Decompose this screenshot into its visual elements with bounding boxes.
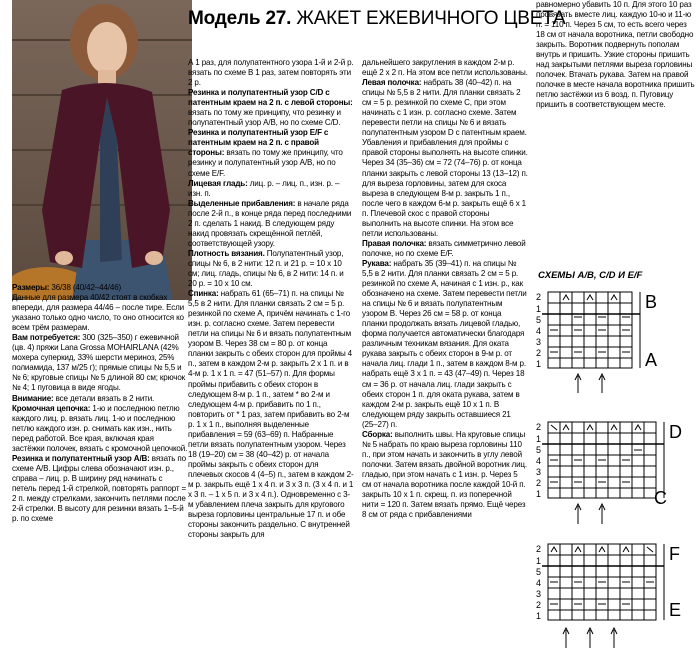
cd-paragraph	[188, 88, 354, 128]
materials-paragraph	[12, 333, 188, 393]
left-front-text: набрать 38 (40–42) п. на спицы № 5,5 в 2 нити. Для планки связать 2 см = 5 р. резинкой по схеме С, при этом начинать с 1 изн. р. согласно схеме. Затем перевести петли на спицы № 6 и вязать полупатентным узором D с патентным краем. Убавления и прибавления для проймы с правой стороны выполнять на высоте спинки. Через 34 (35–36) см = 72 (74–76) р. от конца планки закрыть с левой стороны 13 (13–12) п. для выреза горловины, затем для скоса выреза в следующем 8-м р. закрыть 1 п., после чего в каждом 6-м р. закрыть ещё 6 х 1 п. Плечевой скос с правой стороны выполнить на высоте спинки. На этом все петли использованы.	[362, 78, 528, 238]
assembly-continued: равномерно убавить 10 п. Для этого 10 раз провязать вместе лиц. каждую 10-ю и 11-ю п. = 110 п. Через 5 см, то есть всего через 18 см от начала воротника, петли свободно закрыть. Воротник подвернуть пополам внутрь и пришить. Узкие стороны пришить над закрытыми петлями выреза горловины полочек. Втачать рукава. Затем на правой полочке в месте начала воротника пришить петлю застёжки из 6 возд. п. Пуговицу пришить в соответствующем месте.	[536, 0, 695, 110]
ef-text: вязать по тому же принципу, что резинку и полупатентный узор А/В, но по схеме E/F.	[188, 148, 343, 178]
chart-ef-row-1: 1	[536, 556, 542, 566]
chart-ab-row-3: 3	[536, 337, 542, 347]
chart-ef-row-5: 5	[536, 567, 542, 577]
chart-cd-label-d: D	[669, 422, 682, 442]
chart-ab-row-1b: 1	[536, 359, 542, 369]
back-text: набрать 61 (65–71) п. на спицы № 5,5 в 2 нити. Для планки связать 2 см = 5 р. резинкой по схеме А, причём начинать с 1-го изн. р. согласно схеме. Затем перевести петли на спицы № 6 и вязать полупатентным узором В. Через 38 см = 80 р. от конца планки закрыть с обеих сторон для проймы 4 п., затем в каждом 2-м р. закрыть 2 х 1 п. и в 4-м р. 1 х 1 п. = 47 (51–57) п. Для формы проймы прибавить с обеих сторон в следующем 8-м р. 1 п., затем * во 2-м и следующем 4-м р. прибавить по 1 п., повторить от * 1 раз, затем прибавить во 2-м р. 1 х 1 п., выполняя выделенные прибавления = 59 (63–69) п. Набранные петли вязать полупатентным узором. Через 18 (19–20) см = 38 (40–42) р. от начала проймы закрыть с обеих сторон для плечевых скосов 4 (4–5) п., затем в каждом 2-м р. закрыть ещё 1 х 4 п. и 3 х 3 п. (3 х 4 п. и 1 х 3 п. – 1 х 5 п. и 3 х 4 п.). Одновременно с 3-м убавлением плеча закрыть для кругового выреза горловины центральные 17 п. и обе стороны закончить раздельно. С внутренней стороны закрыть для	[188, 289, 354, 540]
stockinette-paragraph	[188, 179, 354, 199]
chart-ab-row-5: 5	[536, 315, 542, 325]
rib-label: Резинка и полупатентный узор А/В:	[12, 453, 150, 463]
stockinette-label: Лицевая гладь:	[188, 178, 248, 188]
materials-label: Вам потребуется:	[12, 333, 81, 343]
right-front-paragraph	[362, 239, 528, 259]
chart-ef-row-2: 2	[536, 544, 542, 554]
edge-paragraph	[12, 404, 188, 454]
materials-text: 300 (325–350) г ежевичной (цв. 4) пряжи Lana Grossa MOHAIRLANA (42% мохера суперкид, 33% шерсти мериноз, 25% полиамида, 137 м/25 г); прямые спицы № 5,5 и № 6; круговые спицы № 5 длиной 80 см; крючок № 4; 1 пуговица в виде ягоды.	[12, 333, 186, 393]
sleeves-label: Рукава:	[362, 258, 392, 268]
chart-ab-label-b: B	[645, 292, 658, 312]
chart-ab	[530, 288, 700, 400]
sizes-note: Данные для размера 40/42 стоят в скобках впереди, для размера 44/46 – после тире. Если указано только одно число, то оно относится ко всем трём размерам.	[12, 293, 184, 333]
model-photo	[12, 0, 192, 300]
chart-ef-row-4: 4	[536, 578, 542, 588]
cd-text: вязать по тому же принципу, что резинку и полупатентный узор А/В, но по схеме C/D.	[188, 108, 341, 128]
chart-cd-row-2b: 2	[536, 478, 542, 488]
sizes-text: 36/38 (40/42–44/46)	[49, 283, 122, 292]
sleeves-paragraph	[362, 259, 528, 430]
chart-cd-label-c: C	[654, 488, 667, 508]
left-front-paragraph	[362, 78, 528, 239]
sizes-label: Размеры:	[12, 283, 50, 292]
chart-ab-label-a: A	[645, 350, 658, 370]
text-column-1	[12, 283, 188, 524]
right-front-label: Правая полочка:	[362, 238, 427, 248]
edge-text: 1-ю и последнюю петлю каждого лиц. р. вязать лиц. 1-ю и последнюю петлю каждого изн. р. снимать как изн., нить перед работой. Все края, включая края застёжки полочек, вязать с кромочной цепочкой.	[12, 403, 188, 453]
chart-cd-row-3: 3	[536, 467, 542, 477]
ef-paragraph	[188, 128, 354, 178]
back-paragraph	[188, 289, 354, 540]
gauge-paragraph	[188, 249, 354, 289]
chart-ef-row-3: 3	[536, 589, 542, 599]
rib-paragraph	[12, 454, 188, 524]
chart-ef-row-2b: 2	[536, 600, 542, 610]
model-number: Модель 27.	[188, 8, 292, 29]
chart-ef-label-f: F	[669, 544, 680, 564]
left-front-label: Левая полочка:	[362, 78, 422, 88]
text-column-2	[188, 58, 354, 540]
chart-ef-label-e: E	[669, 600, 682, 620]
sizes-paragraph	[12, 283, 188, 293]
rib-text: вязать по схеме А/В. Цифры слева обозначают изн. р., справа – лиц. р. В ширину ряд начинать с петель перед 1-й стрелкой, повторять раппорт = 2 п. между стрелками, закончить петлями после 2-й стрелки. В высоту для резинки вязать 1–5-й р. по схеме	[12, 453, 187, 524]
attention-paragraph	[12, 394, 188, 404]
back-continued: дальнейшего закругления в каждом 2-м р. ещё 2 х 2 п. На этом все петли использованы.	[362, 58, 528, 78]
schemes-title: СХЕМЫ А/В, C/D И E/F	[538, 270, 643, 281]
gauge-text: Полупатентный узор, спицы № 6, в 2 нити: 12 п. и 21 р. = 10 х 10 см; лиц. гладь, спицы № 6, в 2 нити: 14 п. и 20 р. = 10 х 10 см.	[188, 248, 344, 289]
chart-cd-row-1: 1	[536, 434, 542, 444]
rib-continued: А 1 раз, для полупатентного узора 1-й и 2-й р. вязать по схеме В 1 раз, затем повторять эти 2 р.	[188, 58, 354, 88]
right-front-text: вязать симметрично левой полочке, но по схеме E/F.	[362, 238, 526, 258]
cd-label: Резинка и полупатентный узор C/D с патентным краем на 2 п. с левой стороны:	[188, 88, 353, 108]
increases-text: в начале ряда после 2-й п., в конце ряда перед последними 2 п. сделать 1 накид. В следующем ряду накид провязать скрещённой петлёй, соответствующей узору.	[188, 198, 352, 248]
text-column-4	[536, 0, 696, 111]
chart-ef-row-1b: 1	[536, 611, 542, 621]
assembly-label: Сборка:	[362, 429, 393, 439]
increases-paragraph	[188, 199, 354, 249]
back-label: Спинка:	[188, 289, 219, 299]
attention-label: Внимание:	[12, 393, 54, 403]
chart-ab-row-4: 4	[536, 326, 542, 336]
chart-ab-row-2b: 2	[536, 348, 542, 358]
chart-cd-row-2: 2	[536, 422, 542, 432]
ef-label: Резинка и полупатентный узор E/F с патентным краем на 2 п. с правой стороны:	[188, 128, 329, 158]
chart-ab-row-1: 1	[536, 304, 542, 314]
chart-cd	[530, 420, 700, 532]
model-photo-illustration	[12, 0, 192, 300]
chart-ab-row-2: 2	[536, 292, 542, 302]
increases-label: Выделенные прибавления:	[188, 198, 296, 208]
assembly-text: выполнить швы. На круговые спицы № 5 набрать по краю выреза горловины 110 п., при этом начать и закончить в углу левой полочки. Затем вязать двойной воротник лиц. гладью, при этом начать с 1 изн. р. Через 5 см от начала воротника после каждой 10-й п. закрыть 10 х 1 п. скрещ. п. из поперечной нити = 120 п. Затем вязать прямо. Ещё через 8 см от ряда с прибавлениями	[362, 429, 527, 520]
attention-text: все детали вязать в 2 нити.	[53, 393, 155, 403]
chart-cd-row-5: 5	[536, 445, 542, 455]
text-column-3	[362, 58, 528, 520]
page-title	[188, 8, 566, 30]
assembly-paragraph	[362, 430, 528, 520]
gauge-label: Плотность вязания.	[188, 248, 265, 258]
chart-cd-row-1b: 1	[536, 489, 542, 499]
chart-ef	[530, 540, 700, 656]
stockinette-text: лиц. р. – лиц. п., изн. р. – изн. п.	[188, 178, 340, 198]
chart-cd-row-4: 4	[536, 456, 542, 466]
model-title: ЖАКЕТ ЕЖЕВИЧНОГО ЦВЕТА	[291, 8, 566, 29]
sleeves-text: набрать 35 (39–41) п. на спицы № 5,5 в 2 нити. Для планки связать 2 см = 5 р. резинкой по схеме А, начиная с 1 изн. р., как обозначено на схеме. Затем перевести петли на спицы № 6 и вязать полупатентным узором В. Через 26 см = 58 р. от конца планки продолжать вязать лицевой гладью, форма получается автоматически благодаря различным техникам вязания. Для оката рукава закрыть с обеих сторон в 9-м р. от начала лиц. глади 1 п., затем в каждом 8-м р. набрать ещё 3 х 1 п. = 43 (47–49) п. Через 18 см = 36 р. от начала лиц. глади закрыть с обеих сторон 1 п. для оката рукава, затем в каждом 2-м р. закрыть ещё 10 х 1 п. В следующем ряду закрыть оставшиеся 21 (25–27) п.	[362, 258, 527, 429]
edge-label: Кромочная цепочка:	[12, 403, 91, 413]
